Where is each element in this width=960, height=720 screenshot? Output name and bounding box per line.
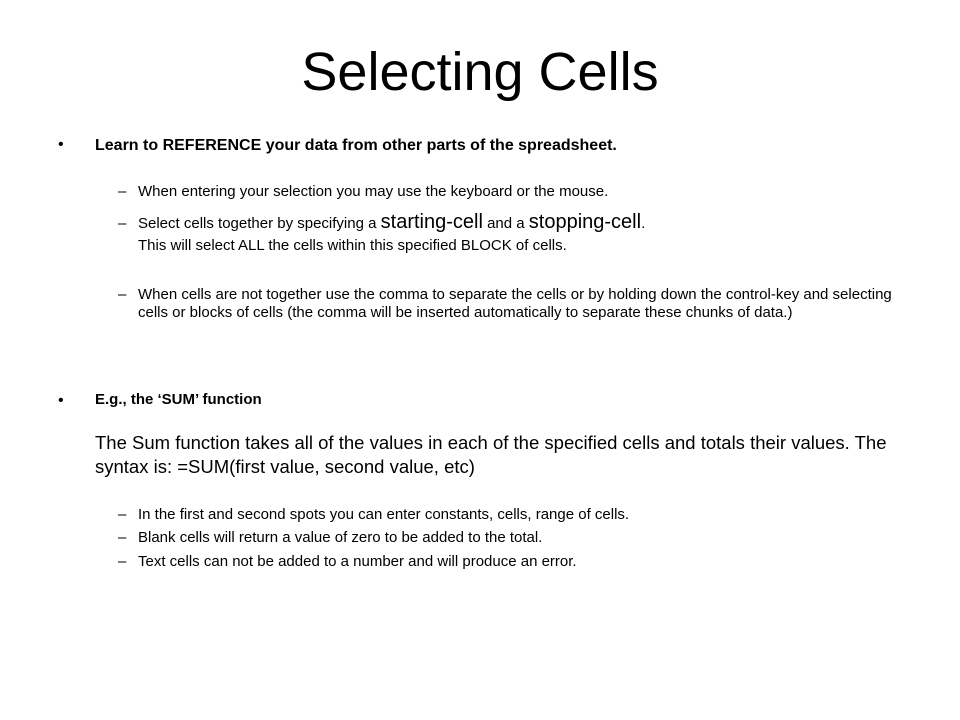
sub-bullet-text: and a [482, 215, 529, 232]
sub-bullet-text: Select cells together by specifying a [138, 215, 381, 232]
dash-marker: – [118, 506, 127, 523]
slide-title: Selecting Cells [301, 42, 659, 102]
sum-function-description: The Sum function takes all of the values in each of the specified cells and totals their values. The syntax is: =SUM(first value, second value, etc) [95, 432, 887, 477]
stopping-cell-term: stopping-cell [528, 211, 642, 233]
sub-bullet-blank-cells: Blank cells will return a value of zero to be added to the total. [138, 529, 543, 546]
sub-bullet-comma-separate: When cells are not together use the comma to separate the cells or by holding down the control-key and selecting cells or blocks of cells (the comma will be inserted automatically to separate these chunks of data.) [138, 286, 892, 321]
bullet-sum-function: E.g., the ‘SUM’ function [95, 391, 262, 408]
sub-bullet-text: . [641, 215, 646, 232]
sub-bullet-text: This will select ALL the cells within this specified BLOCK of cells. [138, 237, 567, 254]
starting-cell-term: starting-cell [380, 211, 483, 233]
bullet-reference-data: Learn to REFERENCE your data from other parts of the spreadsheet. [95, 137, 617, 154]
dash-marker: – [118, 553, 127, 570]
dash-marker: – [118, 286, 127, 303]
sub-bullet-keyboard-mouse: When entering your selection you may use the keyboard or the mouse. [138, 183, 609, 200]
dash-marker: – [118, 529, 127, 546]
dash-marker: – [118, 215, 127, 232]
sub-bullet-text-cells: Text cells can not be added to a number and will produce an error. [138, 553, 577, 570]
dash-marker: – [118, 183, 127, 200]
sub-bullet-select-block [138, 211, 908, 257]
bullet-marker: • [58, 392, 64, 409]
sub-bullet-constants: In the first and second spots you can enter constants, cells, range of cells. [138, 506, 630, 523]
bullet-marker: • [58, 136, 64, 153]
